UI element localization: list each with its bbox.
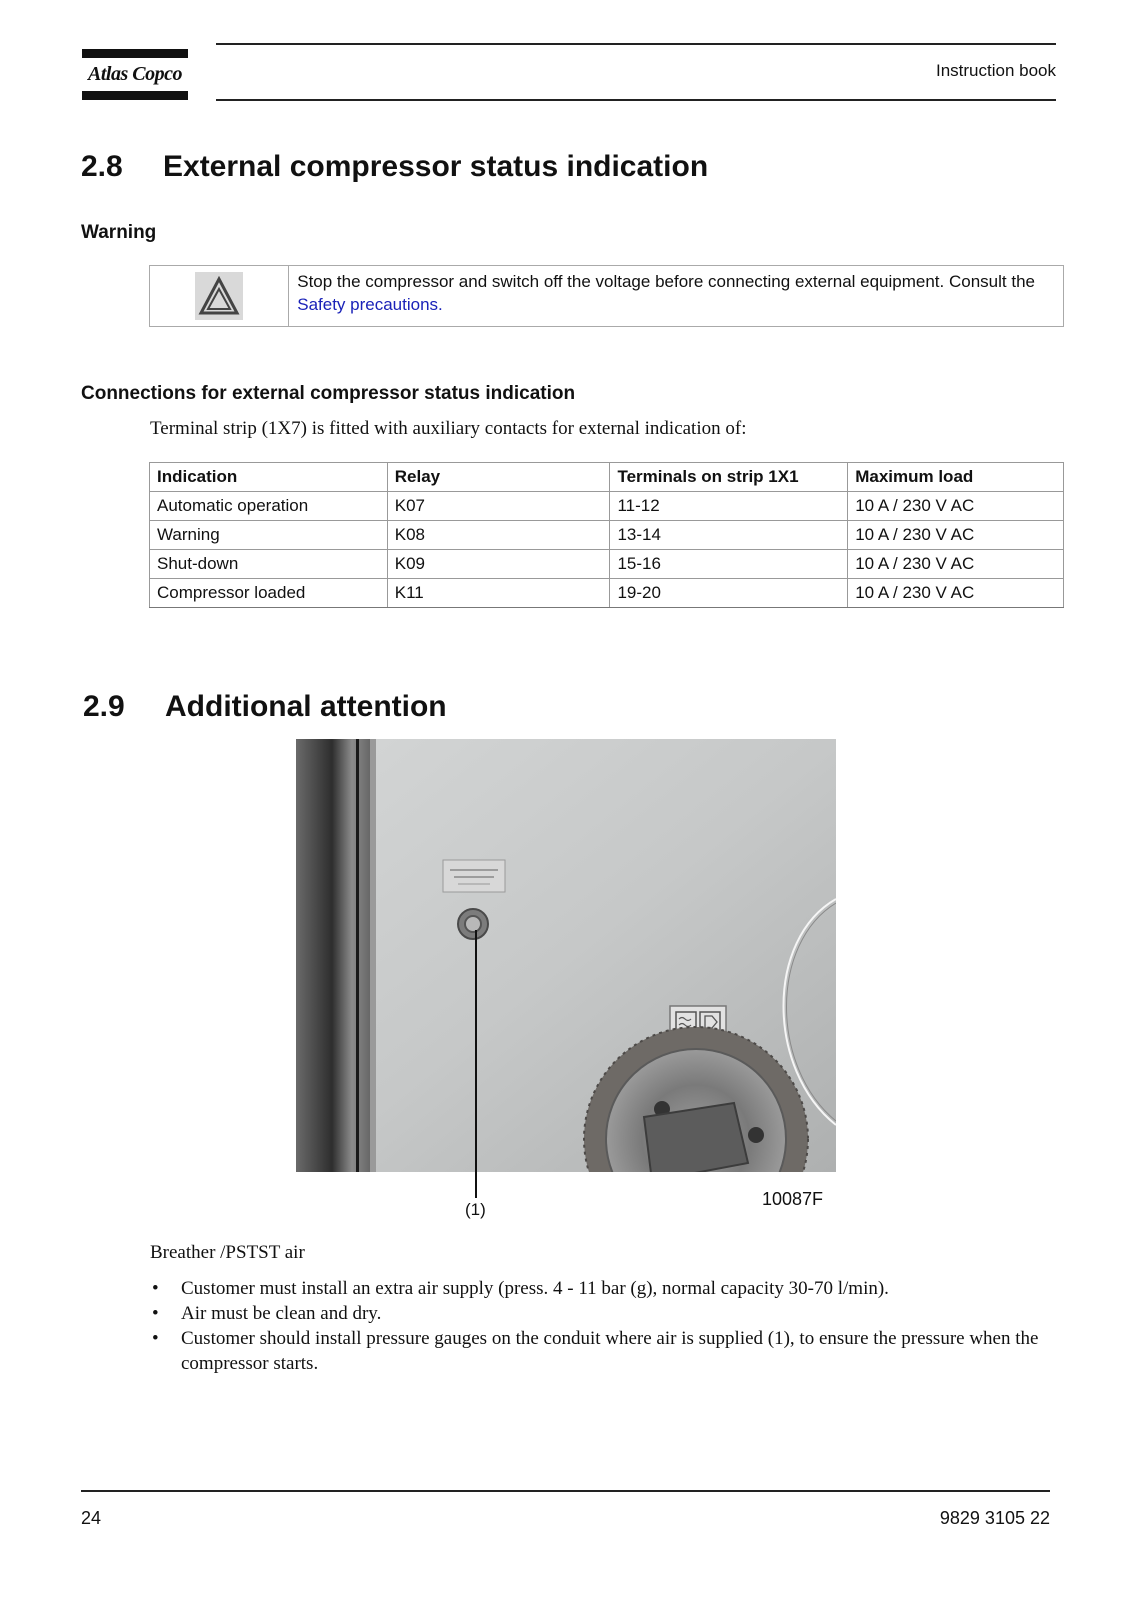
table-cell: 15-16 — [610, 550, 848, 579]
table-cell: Automatic operation — [150, 492, 388, 521]
table-cell: 13-14 — [610, 521, 848, 550]
warning-icon-cell — [150, 266, 289, 326]
logo-bar-top — [82, 49, 188, 58]
callout-leader-line — [475, 930, 477, 1198]
table-cell: 10 A / 230 V AC — [848, 579, 1064, 608]
list-item-text: Air must be clean and dry. — [181, 1303, 382, 1324]
connections-heading: Connections for external compressor status indication — [81, 383, 576, 404]
warning-triangle-icon — [195, 272, 243, 320]
section-number: 2.9 — [83, 690, 125, 723]
status-indication-table — [149, 462, 1064, 608]
column-header: Indication — [150, 463, 388, 492]
list-item — [150, 1276, 1050, 1301]
table-cell: K08 — [387, 521, 610, 550]
logo-bar-bottom — [82, 91, 188, 100]
figure-id: 10087F — [762, 1189, 824, 1209]
section-title: External compressor status indication — [163, 150, 709, 183]
list-item — [150, 1301, 1050, 1326]
bullet-icon: • — [152, 1303, 159, 1324]
brand-logo: Atlas Copco — [88, 63, 182, 85]
figure-caption: Breather /PSTST air — [150, 1242, 305, 1263]
table-cell: 10 A / 230 V AC — [848, 550, 1064, 579]
document-type: Instruction book — [935, 61, 1056, 80]
table-cell: 10 A / 230 V AC — [848, 492, 1064, 521]
table-cell: K11 — [387, 579, 610, 608]
warning-box — [149, 265, 1064, 327]
column-header: Terminals on strip 1X1 — [610, 463, 848, 492]
table-cell: K09 — [387, 550, 610, 579]
section-title: Additional attention — [165, 690, 447, 723]
requirements-list — [150, 1276, 1050, 1376]
section-heading-2-8 — [81, 150, 708, 184]
column-header: Relay — [387, 463, 610, 492]
table-cell: Warning — [150, 521, 388, 550]
bullet-icon: • — [152, 1278, 159, 1299]
table-cell: 19-20 — [610, 579, 848, 608]
warning-text — [289, 266, 1063, 326]
page-number: 24 — [81, 1508, 102, 1528]
list-item — [150, 1326, 1050, 1376]
table-cell: Compressor loaded — [150, 579, 388, 608]
warning-heading: Warning — [81, 222, 157, 243]
table-row — [150, 521, 1064, 550]
table-cell: K07 — [387, 492, 610, 521]
table-row — [150, 579, 1064, 608]
list-item-text: Customer should install pressure gauges on the conduit where air is supplied (1), to ensure the pressure when the compressor starts. — [181, 1328, 1039, 1374]
callout-label: (1) — [465, 1200, 486, 1219]
list-item-text: Customer must install an extra air supply (press. 4 - 11 bar (g), normal capacity 30-70 l/min). — [181, 1278, 889, 1299]
warning-message: Stop the compressor and switch off the voltage before connecting external equipment. Consult the — [297, 272, 1035, 291]
footer-rule — [81, 1490, 1050, 1492]
column-header: Maximum load — [848, 463, 1064, 492]
header-rule-top — [216, 43, 1056, 45]
table-row — [150, 492, 1064, 521]
table-row — [150, 550, 1064, 579]
intro-paragraph: Terminal strip (1X7) is fitted with auxiliary contacts for external indication of: — [150, 418, 747, 439]
warning-text-end: . — [438, 295, 443, 314]
compressor-panel-photo — [296, 739, 836, 1172]
bullet-icon: • — [152, 1328, 159, 1349]
table-header-row — [150, 463, 1064, 492]
table-cell: 11-12 — [610, 492, 848, 521]
section-heading-2-9 — [83, 690, 447, 724]
table-cell: 10 A / 230 V AC — [848, 521, 1064, 550]
document-number: 9829 3105 22 — [939, 1508, 1050, 1528]
table-cell: Shut-down — [150, 550, 388, 579]
header-rule-bottom — [216, 99, 1056, 101]
safety-precautions-link[interactable]: Safety precautions — [297, 295, 439, 314]
section-number: 2.8 — [81, 150, 123, 183]
